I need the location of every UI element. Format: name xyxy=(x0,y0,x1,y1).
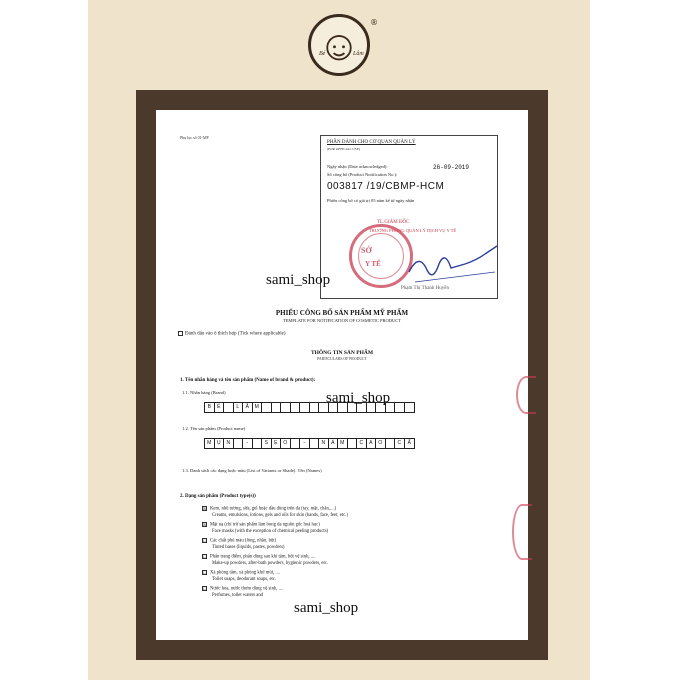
checkbox-checked-icon: ☒ xyxy=(203,522,207,527)
type-en: Creams, emulsions, lotions, gels and oils for skin (hands, face, feet, etc.) xyxy=(212,513,348,518)
product-cell xyxy=(253,439,263,448)
brand-cell xyxy=(405,403,415,412)
signer-name: Phạm Thị Thanh Huyền xyxy=(401,286,450,291)
type-row-1 xyxy=(202,506,336,512)
official-use-box xyxy=(320,135,498,299)
product-cell: Ẹ xyxy=(272,439,282,448)
checkbox-icon: ☐ xyxy=(203,586,207,591)
mascot-icon xyxy=(311,17,367,73)
type-row-6 xyxy=(202,586,283,592)
type-row-5 xyxy=(202,570,280,576)
product-name-grid xyxy=(204,438,415,449)
brand-cell xyxy=(395,403,405,412)
product-cell: N xyxy=(319,439,329,448)
seal-text: SỞ xyxy=(361,246,372,255)
product-cell: S xyxy=(262,439,272,448)
brand-cell xyxy=(281,403,291,412)
brand-cell xyxy=(310,403,320,412)
registered-mark: ® xyxy=(370,18,378,27)
type-vi: Mặt nạ (chỉ trừ sản phẩm làm bong da nguồn gốc hoá học) xyxy=(210,522,320,528)
product-cell: - xyxy=(243,439,253,448)
item-1-3-label: 1.3. Danh sách các dạng hoặc màu (List of Variants or Shade). Tên (Names) xyxy=(182,468,322,473)
seal-text-2: Y TẾ xyxy=(365,260,381,268)
form-number: Phụ lục số 01-MP xyxy=(180,135,209,140)
watermark-bottom: sami_shop xyxy=(294,600,359,616)
tick-note-text: Đánh dấu vào ô thích hợp (Tick where applicable) xyxy=(185,331,286,337)
type-row-4 xyxy=(202,554,315,560)
brand-cell: L xyxy=(234,403,244,412)
red-seal-stamp xyxy=(349,224,413,288)
item-2-heading: 2. Dạng sản phẩm (Product type(s)) xyxy=(180,494,256,499)
watermark-top: sami_shop xyxy=(266,272,331,288)
product-cell xyxy=(386,439,396,448)
product-cell: N xyxy=(224,439,234,448)
brand-cell xyxy=(291,403,301,412)
brand-cell xyxy=(329,403,339,412)
brand-cell xyxy=(338,403,348,412)
brand-cell xyxy=(348,403,358,412)
type-vi: Các chất phủ màu (lỏng, nhão, bột) xyxy=(210,538,277,544)
type-vi: Phấn trang điểm, phấn dùng sau khi tắm, bột vệ sinh, .... xyxy=(210,554,316,560)
item-1-1-label: 1.1. Nhãn hàng (Brand) xyxy=(182,390,226,395)
item-1-heading: 1. Tên nhãn hàng và tên sản phẩm (Name of brand & product): xyxy=(180,378,316,383)
type-row-3 xyxy=(202,538,276,544)
document-title: PHIẾU CÔNG BỐ SẢN PHẨM MỸ PHẨM xyxy=(275,309,409,317)
type-vi: Xà phòng tắm, xà phòng khử mùi, .... xyxy=(210,570,281,576)
logo-text-right: Lâm xyxy=(353,51,364,57)
product-cell: O xyxy=(281,439,291,448)
side-seal-stamp xyxy=(512,504,532,560)
sign-title: TL.GIÁM ĐỐC xyxy=(377,220,410,225)
product-cell: A xyxy=(367,439,377,448)
product-cell: M xyxy=(338,439,348,448)
sign-title-dept: TRƯỞNG PHÒNG QUẢN LÝ DỊCH VỤ Y TẾ xyxy=(369,228,457,233)
brand-cell xyxy=(357,403,367,412)
brand-cell xyxy=(224,403,234,412)
brand-cell xyxy=(262,403,272,412)
checkbox-icon: ☐ xyxy=(203,554,207,559)
section-title-en: PARTICULARS OF PRODUCT xyxy=(317,357,367,361)
product-cell: Á xyxy=(329,439,339,448)
checkbox-checked-icon: ☒ xyxy=(203,506,207,511)
type-en: Perfumes, toilet waters and xyxy=(212,593,264,598)
type-en: Face masks (with the exception of chemical peeling products) xyxy=(212,529,329,534)
product-cell xyxy=(234,439,244,448)
checkbox-icon: ☐ xyxy=(203,538,207,543)
watermark-middle: sami_shop xyxy=(326,390,391,406)
date-label: Ngày nhận (Date acknowledged): xyxy=(327,164,388,169)
brand-cell xyxy=(319,403,329,412)
type-en: Toilet soaps, deodorant soaps, etc. xyxy=(212,577,277,582)
validity-note: Phiếu công bố có giá trị 05 năm kể từ ngày nhận xyxy=(327,198,415,203)
logo-text-left: Bé xyxy=(319,51,326,57)
brand-cell xyxy=(300,403,310,412)
document-title-en: TEMPLATE FOR NOTIFICATION OF COSMETIC PRODUCT xyxy=(282,318,402,323)
product-cell: Ấ xyxy=(407,440,411,446)
official-heading: PHẦN DÀNH CHO CƠ QUAN QUẢN LÝ xyxy=(327,140,416,145)
number-label: Số công bố (Product Notification No.): xyxy=(327,172,398,177)
signature-icon xyxy=(405,242,501,290)
product-cell: C xyxy=(357,439,367,448)
brand-cell: B xyxy=(205,403,215,412)
official-heading-en: (FOR OFFICIAL USE) xyxy=(327,147,361,151)
type-row-2 xyxy=(202,522,320,528)
brand-cell xyxy=(272,403,282,412)
product-cell: M xyxy=(205,439,215,448)
brand-cell xyxy=(386,403,396,412)
brand-logo xyxy=(308,14,370,76)
brand-cell: É xyxy=(215,403,225,412)
document-sheet xyxy=(156,110,528,640)
product-cell: - xyxy=(300,439,310,448)
brand-cell: M xyxy=(253,403,263,412)
brand-cell: Â xyxy=(243,403,253,412)
brand-cell xyxy=(367,403,377,412)
product-cell: C xyxy=(395,439,405,448)
type-en: Tinted bases (liquids, pastes, powders) xyxy=(212,545,285,550)
section-title: THÔNG TIN SẢN PHẨM xyxy=(310,350,374,356)
product-cell xyxy=(310,439,320,448)
item-1-2-label: 1.2. Tên sản phẩm (Product name) xyxy=(182,426,246,431)
product-cell xyxy=(348,439,358,448)
product-cell: Ụ xyxy=(215,439,225,448)
brand-name-grid xyxy=(204,402,415,413)
type-vi: Nước hoa, nước thơm dùng vệ sinh, .... xyxy=(210,586,284,592)
tick-note xyxy=(178,331,286,337)
date-value: 26-09-2019 xyxy=(433,164,470,171)
type-en: Make-up powders, after-bath powders, hygienic powders, etc. xyxy=(212,561,329,566)
checkbox-icon: ☐ xyxy=(203,570,207,575)
product-cell: O xyxy=(376,439,386,448)
product-cell xyxy=(291,439,301,448)
brand-cell xyxy=(376,403,386,412)
notification-number: 003817 /19/CBMP-HCM xyxy=(327,181,445,192)
side-seal-stamp xyxy=(516,376,536,414)
type-vi: Kem, nhũ tương, sữa, gel hoặc dầu dùng trên da (tay, mặt, chân,....) xyxy=(210,506,337,512)
